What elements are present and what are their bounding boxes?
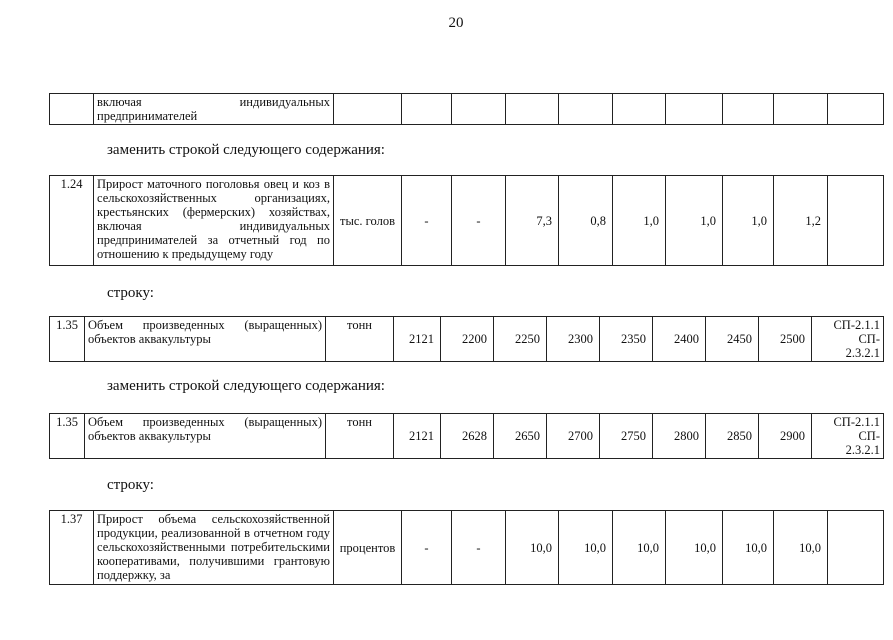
cell-num: [50, 94, 94, 125]
row-value: 2121: [394, 414, 441, 459]
caption-replace: заменить строкой следующего содержания:: [107, 378, 385, 394]
row-number: 1.24: [50, 176, 94, 266]
row-value: 2750: [600, 414, 653, 459]
cell-empty: [559, 94, 613, 125]
row-unit: тыс. голов: [334, 176, 402, 266]
row-value: 1,0: [723, 176, 774, 266]
table-row-135-new: [49, 413, 884, 459]
row-number: 1.35: [50, 317, 85, 362]
row-description: Объем произведенных (выращенных) объектов аквакультуры: [85, 414, 326, 459]
row-code-line: СП-: [858, 332, 880, 346]
cell-unit: [334, 94, 402, 125]
row-value: 2300: [547, 317, 600, 362]
row-value: 2628: [441, 414, 494, 459]
row-code: [828, 176, 884, 266]
caption-row: строку:: [107, 477, 154, 493]
page-number: 20: [448, 15, 464, 31]
row-number: 1.35: [50, 414, 85, 459]
row-code: [812, 414, 884, 459]
row-value: 7,3: [506, 176, 559, 266]
table-row-135-old: [49, 316, 884, 362]
row-unit: тонн: [326, 414, 394, 459]
row-code: [828, 511, 884, 585]
row-value: 10,0: [613, 511, 666, 585]
row-value: 2450: [706, 317, 759, 362]
table-row-124: [49, 175, 884, 266]
row-value: 0,8: [559, 176, 613, 266]
cell-empty: [402, 94, 452, 125]
row-value: -: [402, 511, 452, 585]
cell-empty: [666, 94, 723, 125]
row-code-line: СП-2.1.1: [833, 318, 880, 332]
row-value: 2850: [706, 414, 759, 459]
row-value: -: [452, 176, 506, 266]
cell-empty: [828, 94, 884, 125]
row-value: 2700: [547, 414, 600, 459]
row-description: Объем произведенных (выращенных) объектов аквакультуры: [85, 317, 326, 362]
row-code-line: 2.3.2.1: [845, 443, 880, 457]
row-value: 10,0: [559, 511, 613, 585]
row-value: 10,0: [774, 511, 828, 585]
row-code-line: 2.3.2.1: [845, 346, 880, 360]
row-value: 2200: [441, 317, 494, 362]
row-value: 1,0: [613, 176, 666, 266]
caption-row: строку:: [107, 285, 154, 301]
row-value: -: [452, 511, 506, 585]
row-number: 1.37: [50, 511, 94, 585]
caption-replace: заменить строкой следующего содержания:: [107, 142, 385, 158]
row-value: 10,0: [666, 511, 723, 585]
cell-empty: [506, 94, 559, 125]
cell-empty: [613, 94, 666, 125]
row-value: 10,0: [506, 511, 559, 585]
row-value: 1,2: [774, 176, 828, 266]
row-unit: процентов: [334, 511, 402, 585]
row-value: 2900: [759, 414, 812, 459]
row-value: 10,0: [723, 511, 774, 585]
row-value: 2650: [494, 414, 547, 459]
cell-empty: [774, 94, 828, 125]
row-code: [812, 317, 884, 362]
table-fragment-top: [49, 93, 884, 125]
row-value: 2800: [653, 414, 706, 459]
row-value: 1,0: [666, 176, 723, 266]
row-value: 2500: [759, 317, 812, 362]
table-row-137: [49, 510, 884, 585]
cell-empty: [452, 94, 506, 125]
row-description: Прирост объема сельскохозяйственной продукции, реализованной в отчетном году сельскохозяйственными потребительскими кооперативами, получившими грантовую поддержку, за: [94, 511, 334, 585]
row-value: -: [402, 176, 452, 266]
cell-empty: [723, 94, 774, 125]
cell-desc: включая индивидуальных предпринимателей: [94, 94, 334, 125]
row-value: 2121: [394, 317, 441, 362]
row-unit: тонн: [326, 317, 394, 362]
row-code-line: СП-: [858, 429, 880, 443]
row-value: 2250: [494, 317, 547, 362]
row-description: Прирост маточного поголовья овец и коз в сельскохозяйственных организациях, крестьянских (фермерских) хозяйствах, включая индивидуальных предпринимателей за отчетный год по отношению к предыдущему году: [94, 176, 334, 266]
row-code-line: СП-2.1.1: [833, 415, 880, 429]
row-value: 2350: [600, 317, 653, 362]
row-value: 2400: [653, 317, 706, 362]
